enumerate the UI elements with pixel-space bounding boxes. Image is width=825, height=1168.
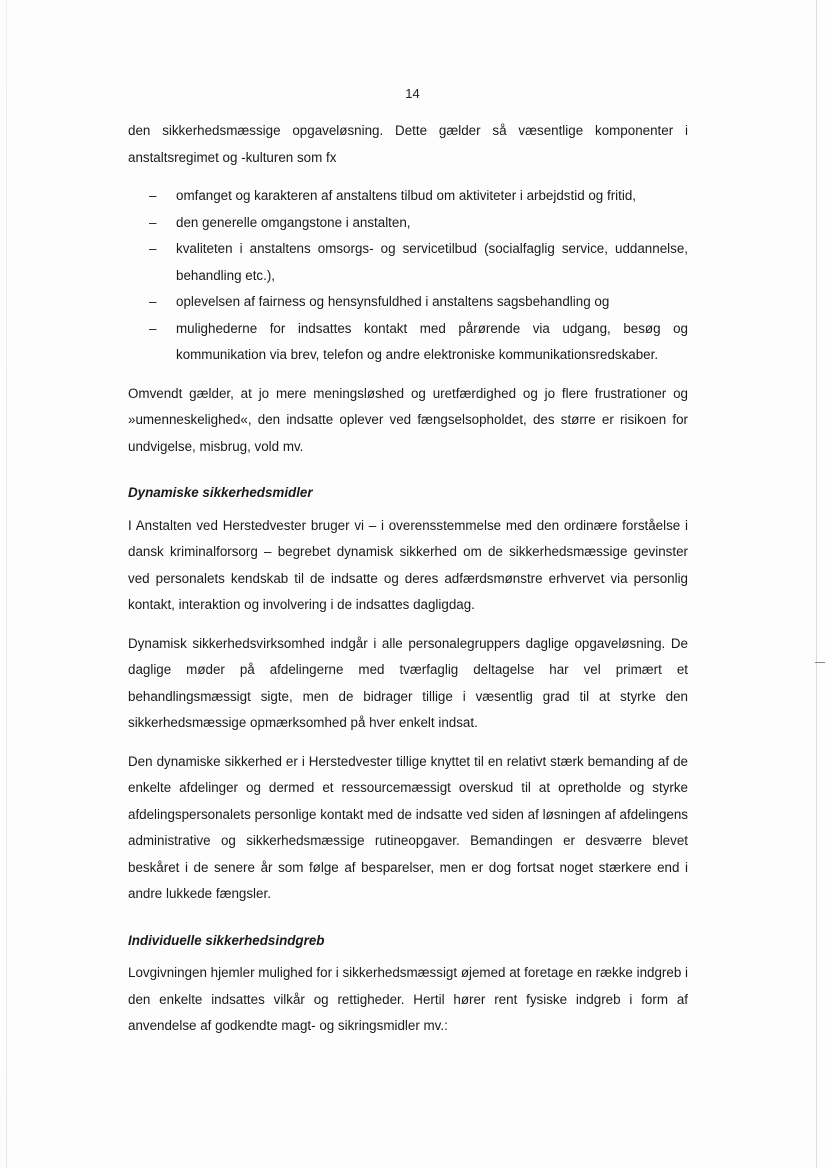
scan-edge-right [816, 0, 817, 1168]
dash-bullet: – [149, 320, 157, 336]
list-item [128, 236, 688, 289]
list-item-text: den generelle omgangstone i anstalten, [176, 214, 411, 230]
intro-paragraph: den sikkerhedsmæssige opgaveløsning. Dette gælder så væsentlige komponenter i anstaltsregimet og -kulturen som fx [128, 123, 688, 165]
dash-bullet: – [149, 241, 157, 256]
list-item [128, 289, 688, 316]
list-item-text: oplevelsen af fairness og hensynsfuldhed i anstaltens sagsbehandling og [176, 294, 610, 309]
section-heading-dynamic: Dynamiske sikkerhedsmidler [128, 485, 313, 500]
section-heading-individual: Individuelle sikkerhedsindgreb [128, 932, 325, 948]
dash-bullet: – [149, 214, 157, 230]
list-item-text: kvaliteten i anstaltens omsorgs- og servicetilbud (socialfaglig service, uddannelse, behandling etc.), [176, 241, 688, 283]
scan-edge-left [6, 0, 7, 1168]
dynamic-paragraph-1: I Anstalten ved Herstedvester bruger vi – i overensstemmelse med den ordinære forståelse i dansk kriminalforsorg – begrebet dynamisk sikkerhed om de sikkerhedsmæssige gevinster ved personalets kendskab til de indsatte og deres adfærdsmønstre erhvervet via personlig kontakt, interaktion og involvering i de indsattes dagligdag. [128, 517, 688, 612]
list-item-text: mulighederne for indsattes kontakt med pårørende via udgang, besøg og kommunikation via brev, telefon og andre elektroniske kommunikationsredskaber. [176, 320, 688, 362]
list-item [128, 210, 688, 237]
component-list [128, 183, 688, 369]
individual-paragraph-1: Lovgivningen hjemler mulighed for i sikkerhedsmæssigt øjemed at foretage en række indgreb i den enkelte indsattes vilkår og rettigheder. Hertil hører rent fysiske indgreb i form af anvendelse af godkendte magt- og sikringsmidler mv.: [128, 965, 688, 1033]
page-body [128, 118, 688, 1052]
list-item-text: omfanget og karakteren af anstaltens tilbud om aktiviteter i arbejdstid og fritid, [176, 188, 636, 203]
dynamic-paragraph-3: Den dynamiske sikkerhed er i Herstedvester tillige knyttet til en relativt stærk bemanding af de enkelte afdelinger og dermed et ressourcemæssigt overskud til at opretholde og styrke afdelingspersonalets personlige kontakt med de indsatte ved siden af løsningen af afdelingens administrative og sikkerhedsmæssige rutineopgaver. Bemandingen er desværre blevet beskåret i de senere år som følge af besparelser, men er dog fortsat noget stærkere end i andre lukkede fængsler. [128, 753, 688, 901]
page-number: 14 [405, 86, 420, 101]
dynamic-paragraph-2: Dynamisk sikkerhedsvirksomhed indgår i alle personalegruppers daglige opgaveløsning. De daglige møder på afdelingerne med tværfaglig deltagelse har vel primært et behandlingsmæssigt sigte, men de bidrager tillige i væsentlig grad til at styrke den sikkerhedsmæssige opmærksomhed på hver enkelt indsat. [128, 635, 688, 730]
omvendt-paragraph: Omvendt gælder, at jo mere meningsløshed og uretfærdighed og jo flere frustrationer og »umenneskelighed«, den indsatte oplever ved fængselsopholdet, des større er risikoen for undvigelse, misbrug, vold mv. [128, 385, 688, 454]
scan-mark [815, 662, 825, 663]
dash-bullet: – [149, 294, 157, 309]
list-item [128, 183, 688, 210]
dash-bullet: – [149, 188, 157, 203]
list-item [128, 316, 688, 369]
